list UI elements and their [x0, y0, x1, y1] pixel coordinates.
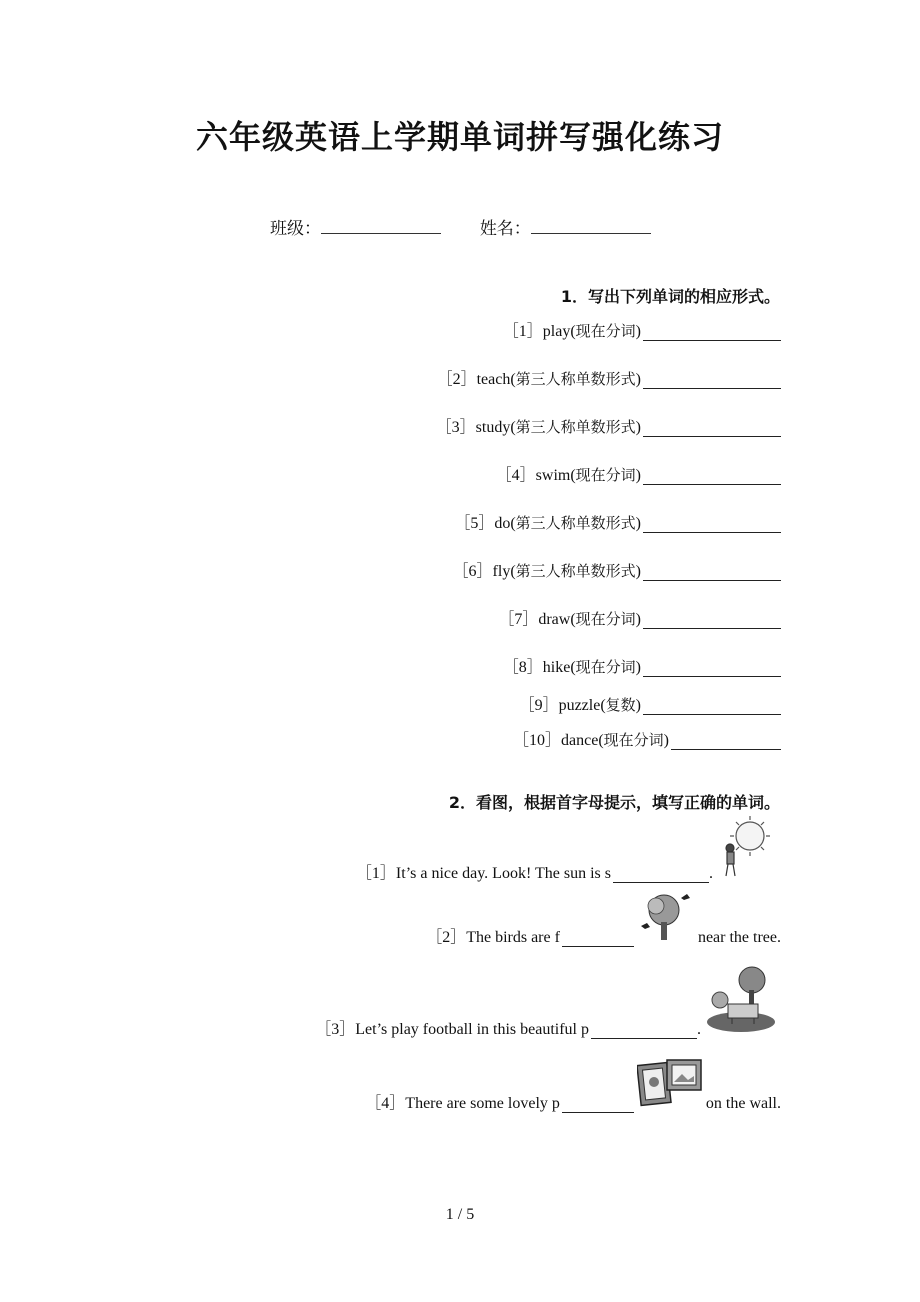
class-label: 班级： [270, 219, 321, 239]
s2-item-4 [365, 1058, 781, 1113]
item-close: ) [635, 697, 641, 714]
name-label: 姓名： [479, 219, 531, 239]
item-number: ［7］ [498, 611, 539, 628]
item-close: ) [635, 371, 641, 388]
item-word: play( [542, 323, 576, 340]
student-info [270, 214, 651, 239]
name-blank[interactable] [531, 219, 651, 234]
answer-blank[interactable] [643, 564, 781, 581]
item-close: ) [635, 323, 641, 340]
item-number: ［8］ [502, 659, 543, 676]
item-hint: 第三人称单数形式 [515, 418, 636, 436]
s1-item-1 [503, 318, 781, 341]
sun-icon [716, 812, 778, 883]
item-number: ［6］ [452, 563, 493, 580]
item-number: ［9］ [518, 697, 559, 714]
s2-item-1 [356, 812, 781, 883]
answer-blank[interactable] [613, 866, 709, 883]
s2-item-3 [315, 964, 781, 1039]
s1-item-7 [498, 606, 781, 629]
item-number: ［4］ [365, 1095, 406, 1112]
answer-blank[interactable] [643, 612, 781, 629]
picture-frame-icon [637, 1058, 703, 1113]
item-text-after: . [709, 865, 713, 882]
item-word: teach( [476, 371, 516, 388]
item-word: study( [475, 419, 516, 436]
item-number: ［2］ [426, 929, 467, 946]
s2-item-2 [426, 892, 781, 947]
item-number: ［5］ [454, 515, 495, 532]
item-hint: 现在分词 [603, 731, 664, 749]
item-text-before: It’s a nice day. Look! The sun is s [395, 865, 611, 882]
item-text-before: Let’s play football in this beautiful p [355, 1021, 589, 1038]
s1-item-9 [519, 692, 781, 715]
birds-tree-icon [637, 892, 695, 947]
item-word: hike( [542, 659, 576, 676]
item-number: ［10］ [513, 732, 562, 749]
answer-blank[interactable] [562, 1096, 634, 1113]
answer-blank[interactable] [671, 733, 781, 750]
item-number: ［2］ [436, 371, 477, 388]
item-word: fly( [492, 563, 516, 580]
item-hint: 现在分词 [575, 658, 636, 676]
answer-blank[interactable] [591, 1022, 697, 1039]
answer-blank[interactable] [643, 468, 781, 485]
section2-heading: 2．看图，根据首字母提示，填写正确的单词。 [448, 793, 780, 812]
s1-item-6 [453, 558, 781, 581]
item-hint: 现在分词 [575, 466, 636, 484]
item-text-after: near the tree. [697, 929, 781, 946]
item-close: ) [635, 611, 641, 628]
answer-blank[interactable] [643, 660, 781, 677]
s1-item-8 [503, 654, 781, 677]
item-close: ) [663, 732, 669, 749]
item-text-after: on the wall. [705, 1095, 781, 1112]
item-hint: 复数 [605, 696, 636, 714]
park-icon [704, 964, 778, 1039]
item-number: ［3］ [435, 419, 476, 436]
item-close: ) [635, 467, 641, 484]
item-hint: 第三人称单数形式 [515, 562, 636, 580]
item-close: ) [635, 659, 641, 676]
page-number: 1 / 5 [445, 1206, 475, 1223]
item-close: ) [635, 419, 641, 436]
class-blank[interactable] [321, 219, 441, 234]
item-word: do( [494, 515, 516, 532]
s1-item-2 [437, 366, 781, 389]
item-hint: 第三人称单数形式 [515, 514, 636, 532]
answer-blank[interactable] [562, 930, 634, 947]
item-word: draw( [538, 611, 576, 628]
answer-blank[interactable] [643, 372, 781, 389]
item-hint: 第三人称单数形式 [515, 370, 636, 388]
section1-heading: 1．写出下列单词的相应形式。 [560, 287, 780, 306]
s1-item-5 [454, 510, 781, 533]
item-hint: 现在分词 [575, 610, 636, 628]
item-number: ［1］ [355, 865, 396, 882]
page-title: 六年级英语上学期单词拼写强化练习 [195, 118, 724, 156]
item-number: ［3］ [315, 1021, 356, 1038]
item-hint: 现在分词 [575, 322, 636, 340]
answer-blank[interactable] [643, 420, 781, 437]
item-close: ) [635, 515, 641, 532]
s1-item-10 [513, 727, 781, 750]
item-word: swim( [535, 467, 576, 484]
item-text-after: . [697, 1021, 701, 1038]
item-word: puzzle( [558, 697, 606, 714]
item-close: ) [635, 563, 641, 580]
item-number: ［1］ [502, 323, 543, 340]
answer-blank[interactable] [643, 324, 781, 341]
answer-blank[interactable] [643, 516, 781, 533]
item-number: ［4］ [495, 467, 536, 484]
item-text-before: The birds are f [466, 929, 560, 946]
s1-item-3 [436, 414, 781, 437]
item-text-before: There are some lovely p [405, 1095, 560, 1112]
item-word: dance( [561, 732, 604, 749]
answer-blank[interactable] [643, 698, 781, 715]
s1-item-4 [496, 462, 781, 485]
